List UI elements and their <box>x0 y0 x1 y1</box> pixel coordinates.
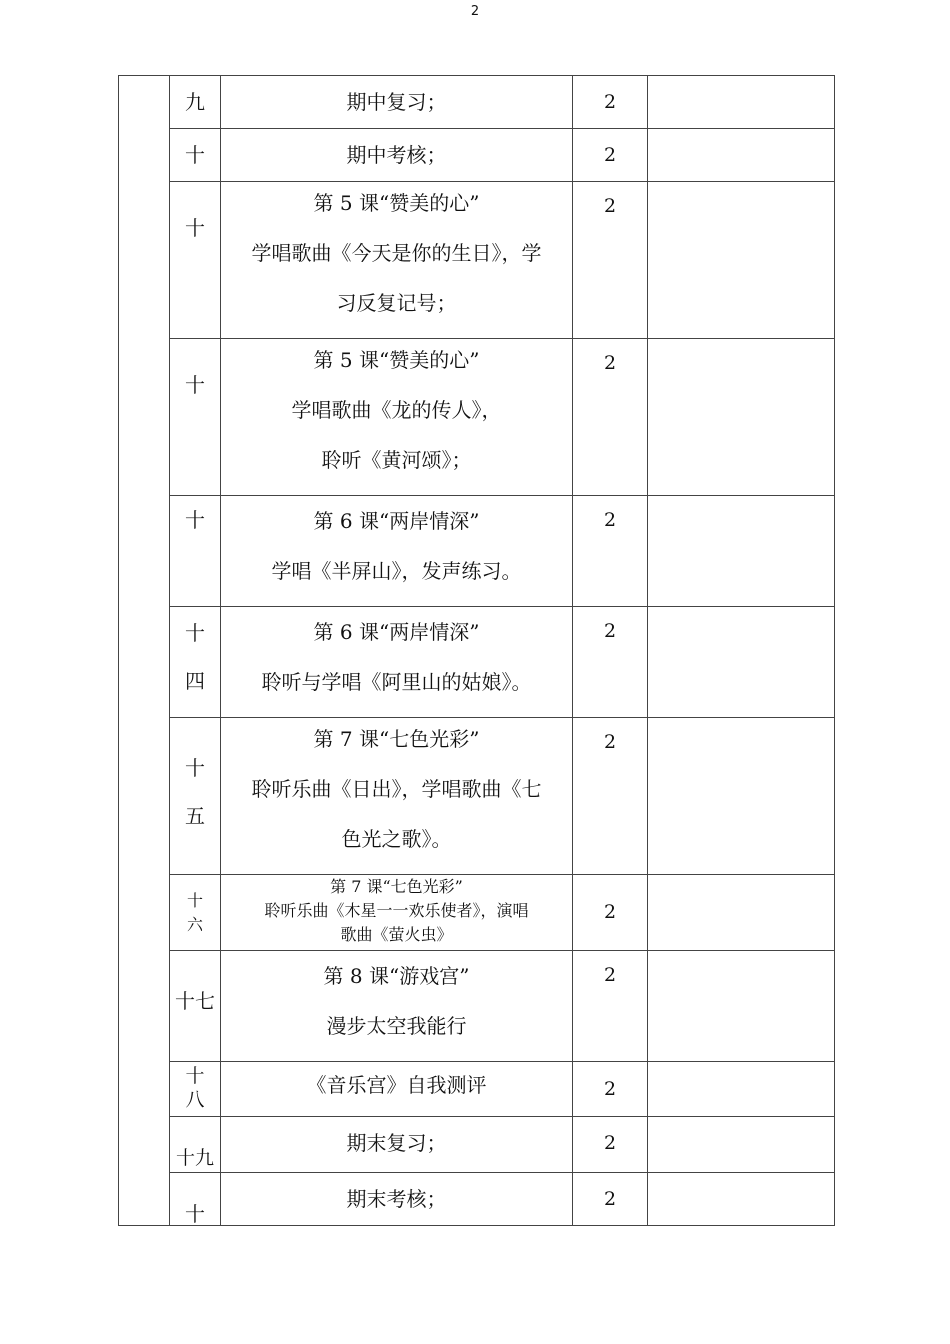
table-row <box>119 496 835 607</box>
table-row <box>119 875 835 951</box>
content-cell: 第 5 课“赞美的心” 学唱歌曲《龙的传人》， 聆听《黄河颂》； <box>221 339 573 496</box>
hours-cell: 2 <box>573 182 648 339</box>
hours-cell: 2 <box>573 718 648 875</box>
note-cell <box>648 1173 835 1226</box>
week-cell: 十 <box>170 339 221 496</box>
table-row <box>119 1117 835 1173</box>
content-cell: 期中考核； <box>221 129 573 182</box>
hours-cell: 2 <box>573 1173 648 1226</box>
week-cell: 十 八 <box>170 1062 221 1117</box>
note-cell <box>648 182 835 339</box>
table-row <box>119 951 835 1062</box>
table-row <box>119 1062 835 1117</box>
note-cell <box>648 1062 835 1117</box>
hours-cell: 2 <box>573 951 648 1062</box>
note-cell <box>648 951 835 1062</box>
content-cell: 第 7 课“七色光彩” 聆听乐曲《木星一一欢乐使者》，演唱 歌曲《萤火虫》 <box>221 875 573 951</box>
content-cell: 第 5 课“赞美的心” 学唱歌曲《今天是你的生日》，学 习反复记号； <box>221 182 573 339</box>
hours-cell: 2 <box>573 76 648 129</box>
week-cell: 十 六 <box>170 875 221 951</box>
table-row <box>119 607 835 718</box>
content-cell: 期中复习； <box>221 76 573 129</box>
note-cell <box>648 875 835 951</box>
hours-cell: 2 <box>573 875 648 951</box>
hours-cell: 2 <box>573 129 648 182</box>
week-cell: 十 <box>170 182 221 339</box>
content-cell: 第 6 课“两岸情深” 学唱《半屏山》，发声练习。 <box>221 496 573 607</box>
table-row <box>119 182 835 339</box>
week-cell: 十 四 <box>170 607 221 718</box>
note-cell <box>648 129 835 182</box>
week-cell: 十 <box>170 496 221 607</box>
week-cell: 十 五 <box>170 718 221 875</box>
note-cell <box>648 339 835 496</box>
note-cell <box>648 76 835 129</box>
content-cell: 《音乐宫》自我测评 <box>221 1062 573 1117</box>
table-row <box>119 1173 835 1226</box>
note-cell <box>648 718 835 875</box>
hours-cell: 2 <box>573 607 648 718</box>
table-row <box>119 129 835 182</box>
table-row <box>119 718 835 875</box>
hours-cell: 2 <box>573 496 648 607</box>
week-cell: 十 <box>170 129 221 182</box>
week-cell: 十 <box>170 1173 221 1226</box>
blank-side-column <box>119 76 170 1226</box>
week-cell: 九 <box>170 76 221 129</box>
note-cell <box>648 496 835 607</box>
hours-cell: 2 <box>573 1117 648 1173</box>
content-cell: 期末复习； <box>221 1117 573 1173</box>
content-cell: 第 7 课“七色光彩” 聆听乐曲《日出》，学唱歌曲《七 色光之歌》。 <box>221 718 573 875</box>
table-row <box>119 76 835 129</box>
page-number: 2 <box>470 4 480 19</box>
note-cell <box>648 607 835 718</box>
content-cell: 第 8 课“游戏宫” 漫步太空我能行 <box>221 951 573 1062</box>
content-cell: 期末考核； <box>221 1173 573 1226</box>
hours-cell: 2 <box>573 339 648 496</box>
content-cell: 第 6 课“两岸情深” 聆听与学唱《阿里山的姑娘》。 <box>221 607 573 718</box>
week-cell: 十九 <box>170 1117 221 1173</box>
note-cell <box>648 1117 835 1173</box>
table-row <box>119 339 835 496</box>
week-cell: 十七 <box>170 951 221 1062</box>
teaching-schedule-table <box>118 75 835 1226</box>
hours-cell: 2 <box>573 1062 648 1117</box>
